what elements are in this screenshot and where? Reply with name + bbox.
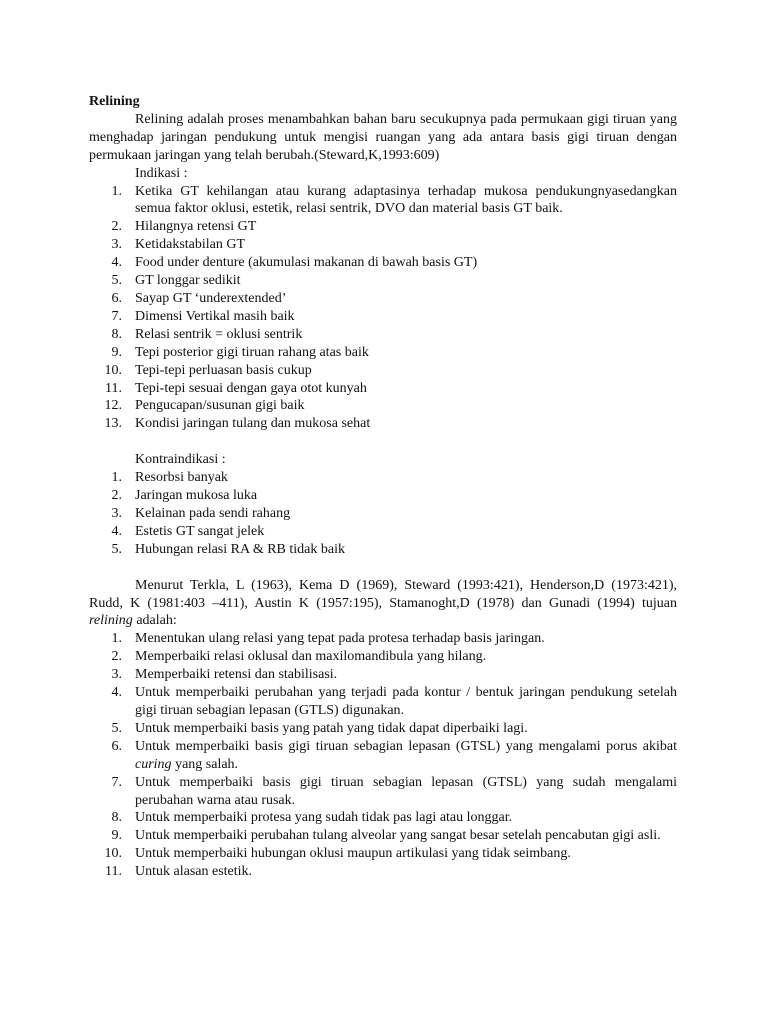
list-item-text: Untuk memperbaiki hubungan oklusi maupun artikulasi yang tidak seimbang. (135, 846, 571, 862)
list-item-number: 1. (111, 470, 122, 486)
list-item-text: GT longgar sedikit (135, 273, 241, 289)
list-item-text: Hilangnya retensi GT (135, 219, 257, 235)
list-item-number: 8. (111, 810, 122, 826)
list-item-number: 2. (111, 649, 122, 665)
tujuan-paragraph (89, 577, 677, 631)
list-item (89, 254, 677, 272)
list-item-number: 3. (111, 667, 122, 683)
list-item-text: Tepi-tepi perluasan basis cukup (135, 362, 312, 378)
list-item-number: 5. (111, 273, 122, 289)
list-item-text: Sayap GT ‘underextended’ (135, 290, 287, 306)
kontraindikasi-list (89, 469, 677, 559)
list-item-text: Tepi posterior gigi tiruan rahang atas baik (135, 344, 369, 360)
document-page (89, 93, 677, 881)
intro-paragraph: Relining adalah proses menambahkan bahan baru secukupnya pada permukaan gigi tiruan yang menghadap jaringan pendukung untuk mengisi ruangan yang ada antara basis gigi tiruan dengan permukaan jaringan yang telah berubah.(Steward,K,1993:609) (89, 111, 677, 163)
list-item-text: Untuk memperbaiki basis yang patah yang tidak dapat diperbaiki lagi. (135, 720, 528, 736)
list-item-text: Untuk memperbaiki perubahan tulang alveolar yang sangat besar setelah pencabutan gigi asli. (135, 828, 661, 844)
list-item-text: Jaringan mukosa luka (135, 488, 258, 504)
list-item-italic: curing (135, 756, 172, 772)
list-item-number: 3. (111, 237, 122, 253)
list-item-text: Ketika GT kehilangan atau kurang adaptasinya terhadap mukosa pendukungnyasedangkan semua faktor oklusi, estetik, relasi sentrik, DVO dan material basis GT baik. (135, 183, 677, 217)
list-item (89, 326, 677, 344)
list-item-text: Resorbsi banyak (135, 470, 228, 486)
list-item (89, 272, 677, 290)
list-item (89, 648, 677, 666)
indikasi-label: Indikasi : (135, 165, 188, 181)
list-item (89, 183, 677, 219)
list-item (89, 684, 677, 720)
list-item (89, 362, 677, 380)
list-item-number: 7. (111, 774, 122, 790)
kontraindikasi-label: Kontraindikasi : (135, 452, 226, 468)
list-item (89, 218, 677, 236)
list-item-number: 4. (111, 523, 122, 539)
list-item-text: Kondisi jaringan tulang dan mukosa sehat (135, 416, 371, 432)
list-item-number: 2. (111, 488, 122, 504)
section-spacer (89, 433, 677, 451)
list-item-number: 6. (111, 290, 122, 306)
list-item-number: 4. (111, 255, 122, 271)
list-item (89, 523, 677, 541)
list-item-text: Pengucapan/susunan gigi baik (135, 398, 305, 414)
tujuan-intro-end: adalah: (132, 613, 177, 629)
list-item-text: Tepi-tepi sesuai dengan gaya otot kunyah (135, 380, 367, 396)
list-item-text: Dimensi Vertikal masih baik (135, 308, 295, 324)
tujuan-list (89, 630, 677, 881)
list-item-number: 12. (104, 398, 122, 414)
list-item-text: Relasi sentrik = oklusi sentrik (135, 326, 303, 342)
list-item (89, 344, 677, 362)
list-item (89, 720, 677, 738)
list-item (89, 469, 677, 487)
section-spacer (89, 559, 677, 577)
list-item (89, 541, 677, 559)
list-item (89, 809, 677, 827)
list-item (89, 863, 677, 881)
list-item-number: 5. (111, 541, 122, 557)
list-item-text: Estetis GT sangat jelek (135, 523, 265, 539)
list-item (89, 236, 677, 254)
list-item-text: Untuk memperbaiki perubahan yang terjadi pada kontur / bentuk jaringan pendukung setelah gigi tiruan sebagian lepasan (GTLS) digunakan. (135, 685, 677, 718)
list-item (89, 845, 677, 863)
tujuan-intro-italic: relining (89, 613, 133, 629)
list-item (89, 505, 677, 523)
list-item-text: Untuk alasan estetik. (135, 864, 253, 880)
list-item-text-end: yang salah. (171, 756, 239, 772)
list-item (89, 630, 677, 648)
list-item (89, 487, 677, 505)
list-item-number: 1. (111, 631, 122, 647)
list-item (89, 827, 677, 845)
list-item-number: 11. (105, 864, 122, 880)
list-item (89, 738, 677, 774)
list-item-number: 9. (111, 344, 122, 360)
list-item-number: 6. (111, 738, 122, 754)
list-item-number: 11. (105, 380, 122, 396)
list-item-text: Kelainan pada sendi rahang (135, 505, 291, 521)
document-title: Relining (89, 94, 140, 109)
list-item (89, 308, 677, 326)
list-item (89, 397, 677, 415)
list-item-number: 9. (111, 828, 122, 844)
list-item-text: Untuk memperbaiki basis gigi tiruan sebagian lepasan (GTSL) yang sudah mengalami perubahan warna atau rusak. (135, 774, 677, 808)
list-item-text: Ketidakstabilan GT (135, 237, 246, 253)
list-item-text: Menentukan ulang relasi yang tepat pada protesa terhadap basis jaringan. (135, 631, 545, 647)
list-item (89, 380, 677, 398)
list-item-text: Food under denture (akumulasi makanan di bawah basis GT) (135, 255, 478, 271)
list-item-number: 1. (111, 183, 122, 199)
list-item-text: Untuk memperbaiki basis gigi tiruan sebagian lepasan (GTSL) yang mengalami porus akibat (135, 738, 677, 754)
list-item-number: 7. (111, 308, 122, 324)
list-item-number: 10. (104, 362, 122, 378)
list-item-number: 2. (111, 219, 122, 235)
list-item-number: 3. (111, 505, 122, 521)
list-item (89, 774, 677, 810)
list-item-number: 8. (111, 326, 122, 342)
list-item-number: 5. (111, 720, 122, 736)
tujuan-intro-text: Menurut Terkla, L (1963), Kema D (1969), Steward (1993:421), Henderson,D (1973:421), Rudd, K (1981:403 –411), Austin K (1957:195), Stamanoght,D (1978) dan Gunadi (1994) tujuan (89, 577, 677, 611)
list-item-number: 13. (104, 416, 122, 432)
list-item-number: 10. (104, 846, 122, 862)
list-item (89, 666, 677, 684)
list-item-number: 4. (111, 685, 122, 701)
list-item-text: Untuk memperbaiki protesa yang sudah tidak pas lagi atau longgar. (135, 810, 513, 826)
list-item (89, 415, 677, 433)
list-item-text: Memperbaiki retensi dan stabilisasi. (135, 667, 338, 683)
list-item-text: Hubungan relasi RA & RB tidak baik (135, 541, 345, 557)
indikasi-list (89, 183, 677, 434)
list-item (89, 290, 677, 308)
list-item-text: Memperbaiki relasi oklusal dan maxilomandibula yang hilang. (135, 649, 487, 665)
